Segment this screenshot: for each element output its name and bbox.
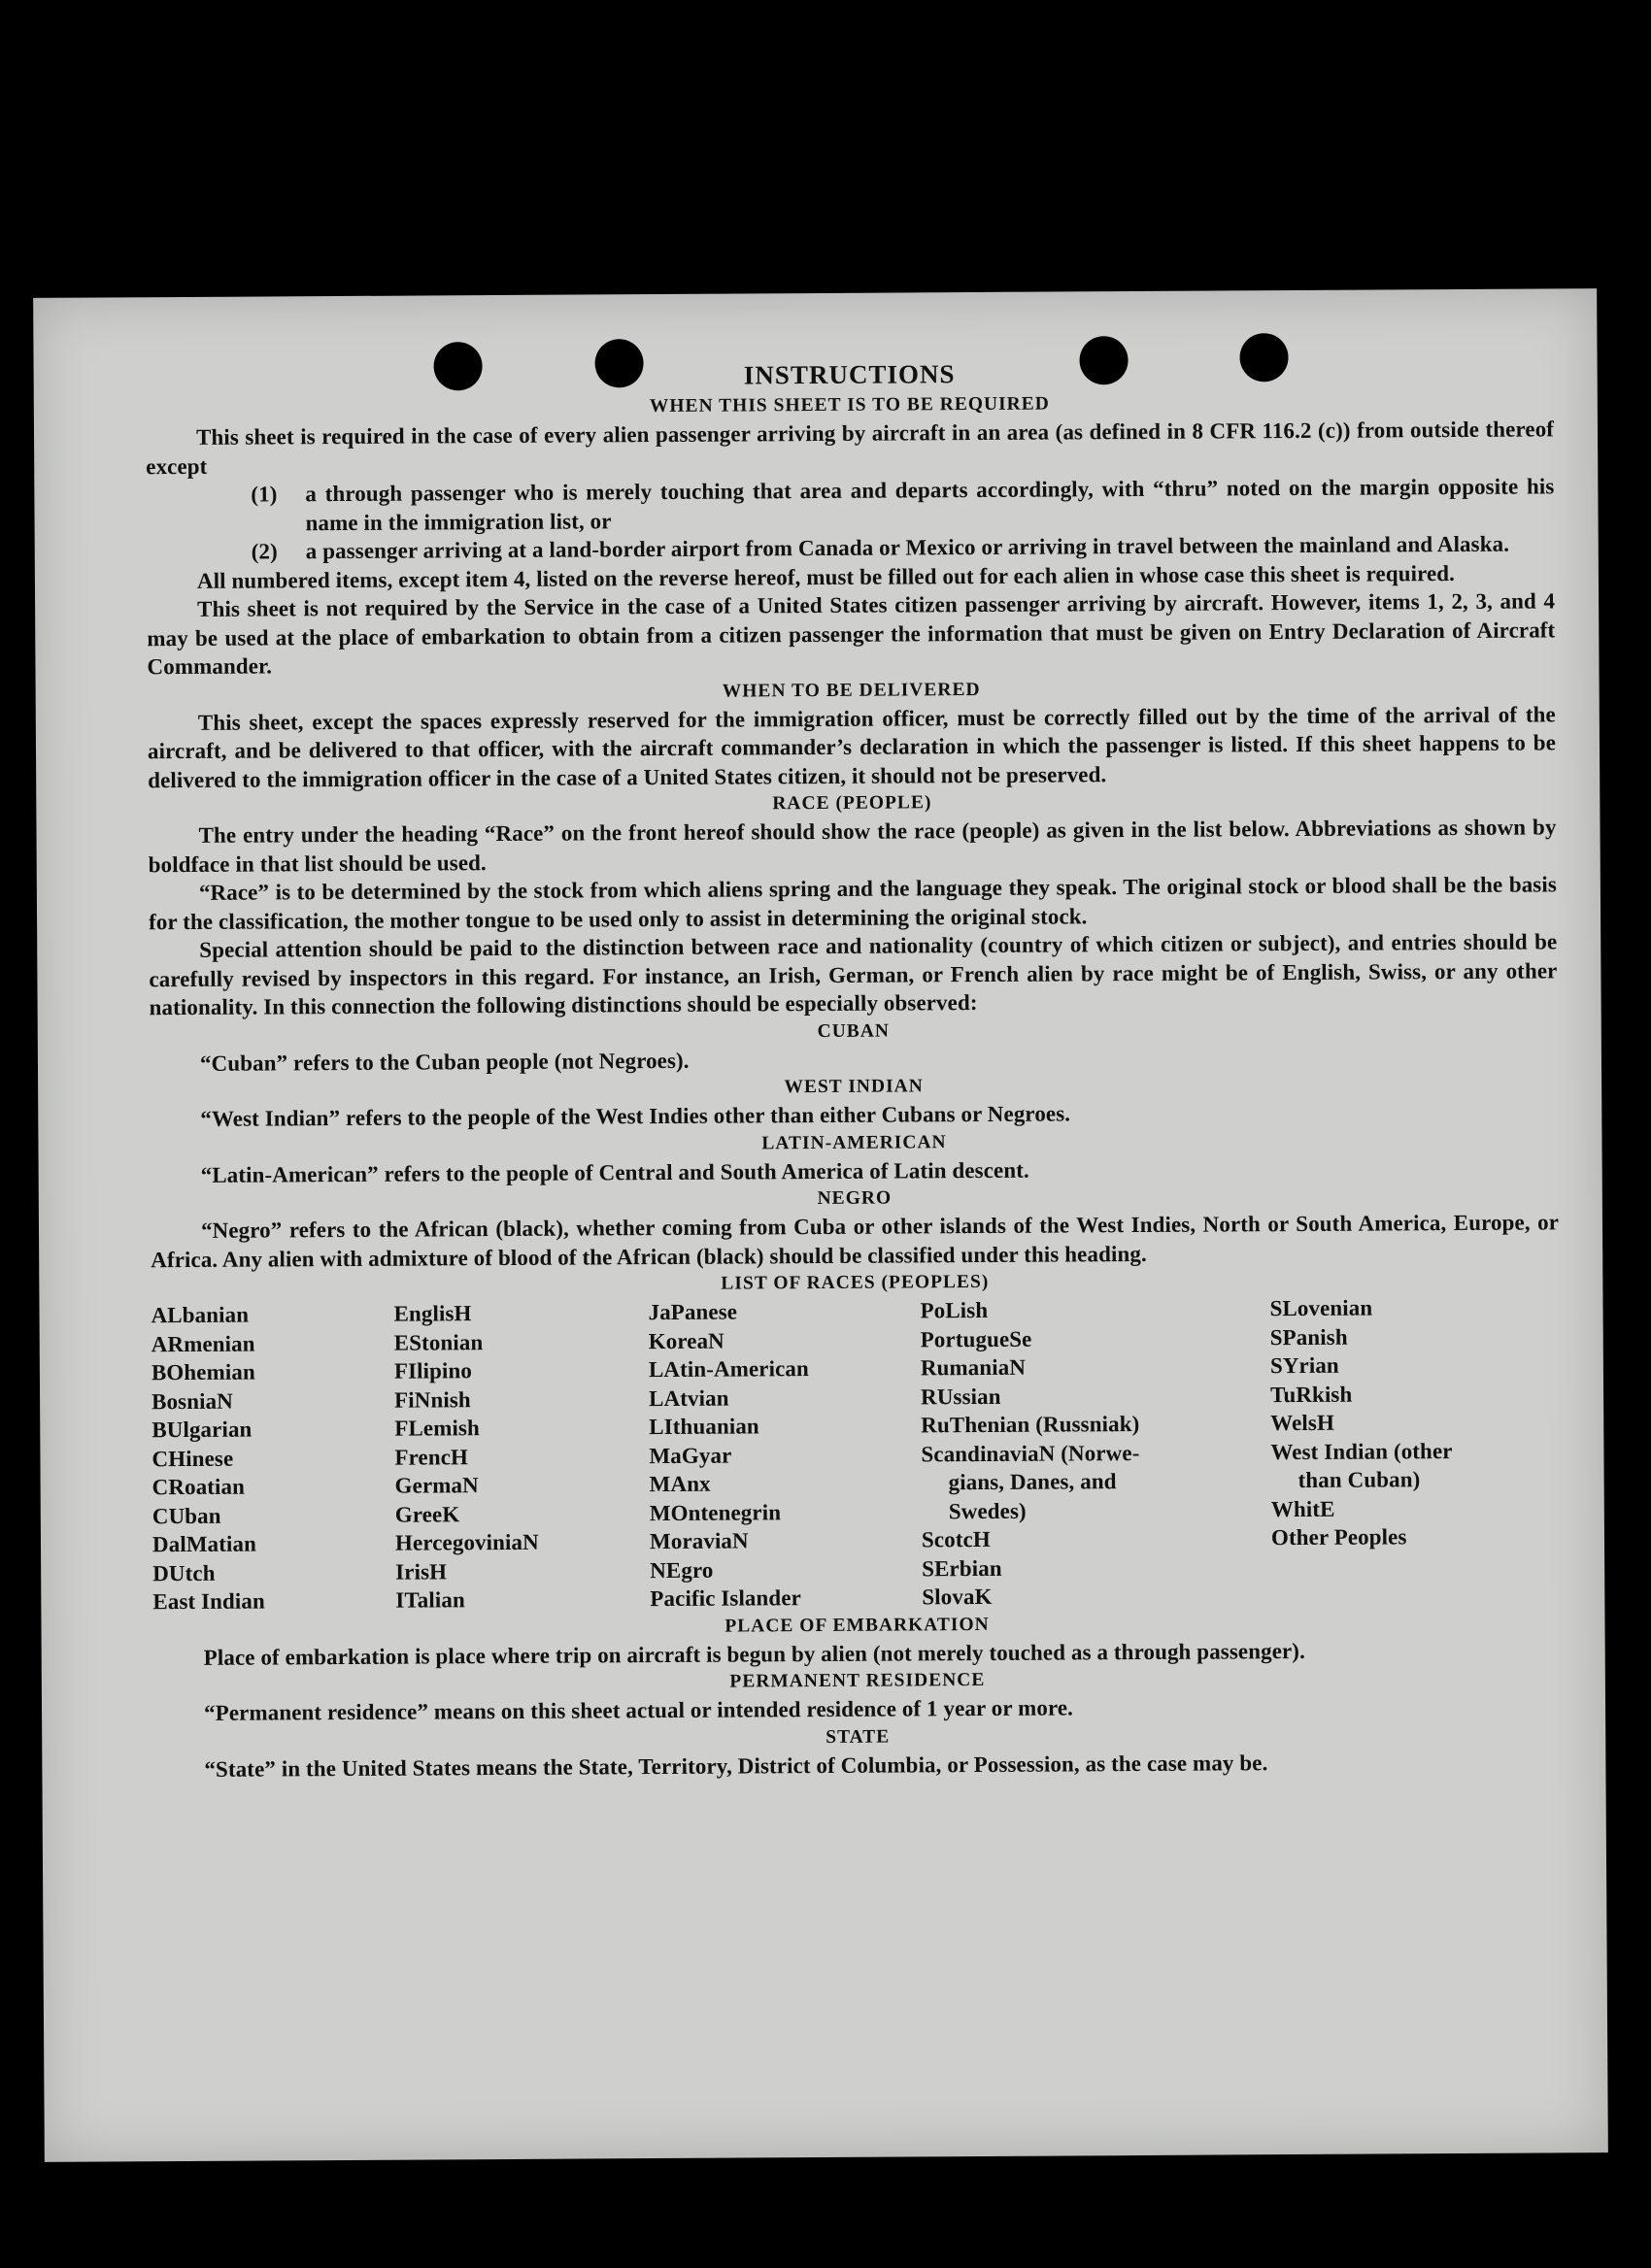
race-entry: MaGyar [649,1443,732,1468]
race-entry: EStonian [393,1329,484,1355]
race-entry: IrisH [395,1558,448,1584]
list-item [251,472,1554,537]
paragraph: This sheet is not required by the Service in the case of a United States citizen passenger arriving by aircraft. However, items 1, 2, 3, and 4 may be used at the place of embarkation to obtain from a citizen passenger the information that must be given on Entry Declaration of Aircraft Commander. [147,588,1556,680]
race-entry: NEgro [650,1557,714,1583]
document-sheet [33,288,1608,2162]
section-heading: LATIN-AMERICAN [761,1131,947,1153]
race-entry: CRoatian [152,1474,246,1500]
race-entry: MoraviaN [649,1528,749,1554]
race-entry: DUtch [152,1560,216,1585]
race-entry: West Indian (other [1270,1438,1453,1464]
races-column [393,1298,650,1615]
race-entry: GermaN [394,1473,479,1498]
paragraph: The entry under the heading “Race” on the front hereof should show the race (people) as given in the list below. Abbreviations as shown by boldface in that list should be used. [148,815,1557,877]
race-entry: FiNnish [394,1386,471,1413]
paragraph: “Cuban” refers to the Cuban people (not Negroes). [199,1048,690,1076]
section-heading: NEGRO [817,1187,893,1210]
race-entry: LAtvian [649,1385,729,1411]
race-entry: gians, Danes, and [948,1469,1117,1495]
section-heading: PLACE OF EMBARKATION [724,1614,990,1637]
paragraph: This sheet is required in the case of every alien passenger arriving by aircraft in an area (as defined in 8 CFR 116.2 (c)) from outside thereof except [146,417,1555,479]
race-entry: than Cuban) [1297,1467,1421,1493]
race-entry: BosniaN [152,1388,233,1414]
paragraph: “Permanent residence” means on this sheet actual or intended residence of 1 year or more. [203,1695,1074,1725]
item-number: (2) [251,539,278,564]
race-entry: TuRkish [1269,1382,1353,1407]
section-heading: LIST OF RACES (PEOPLES) [721,1271,990,1294]
section-heading: WEST INDIAN [784,1076,924,1098]
race-entry: SLovenian [1269,1295,1373,1321]
race-entry: GreeK [394,1501,460,1527]
page-title: INSTRUCTIONS [743,359,956,390]
race-entry: BOhemian [151,1359,255,1385]
item-number: (1) [251,482,278,507]
paragraph: “Race” is to be determined by the stock from which aliens spring and the language they speak. The original stock or blood shall be the basis for the classification, the mother tongue to be used only to assist in determining the original stock. [149,872,1557,934]
paragraph: All numbered items, except item 4, listed on the reverse hereof, must be filled out for each alien in whose case this sheet is required. [196,560,1456,593]
race-entry: EnglisH [393,1301,472,1326]
race-entry: RuThenian (Russniak) [921,1411,1140,1438]
race-entry: SlovaK [922,1584,993,1610]
paragraph: Place of embarkation is place where trip on aircraft is begun by alien (not merely touched as a through passenger). [203,1638,1305,1670]
race-entry: ALbanian [151,1302,250,1328]
race-entry: ScandinaviaN (Norwe- [921,1440,1140,1466]
race-entry: WhitE [1270,1496,1335,1521]
paragraph: “West Indian” refers to the people of the West Indies other than either Cubans or Negroes. [200,1101,1071,1131]
race-entry: PoLish [920,1297,989,1323]
races-list [151,1292,1561,1616]
race-entry: CHinese [152,1446,234,1471]
section-heading: CUBAN [817,1020,891,1042]
paragraph: “Negro” refers to the African (black), whether coming from Cuba or other islands of the West Indies, North or South America, Europe, or Africa. Any alien with admixture of blood of the African (black) should be classified under this heading. [151,1210,1560,1272]
race-entry: LIthuanian [649,1414,759,1440]
race-entry: SErbian [922,1555,1002,1581]
race-entry: WelsH [1270,1410,1334,1436]
race-entry: RUssian [921,1384,1001,1409]
section-heading: STATE [826,1726,891,1748]
section-heading: WHEN TO BE DELIVERED [722,679,981,702]
races-column [920,1294,1271,1612]
race-entry: RumaniaN [920,1354,1027,1381]
race-entry: MOntenegrin [649,1499,782,1525]
race-entry: Other Peoples [1270,1524,1407,1551]
paragraph: “State” in the United States means the State, Territory, District of Columbia, or Possession, as the case may be. [204,1750,1268,1782]
race-entry: Pacific Islander [650,1585,801,1612]
race-entry: ScotcH [921,1526,991,1552]
race-entry: ITalian [395,1587,465,1613]
race-entry: DalMatian [152,1531,257,1557]
section-heading: RACE (PEOPLE) [772,792,932,815]
race-entry: FLemish [394,1416,480,1441]
race-entry: HercegoviniaN [394,1529,539,1555]
race-entry: FrencH [394,1444,469,1470]
paragraph: Special attention should be paid to the distinction between race and nationality (country of which citizen or subject), and entries should be carefully revised by inspectors in this regard. For instance, an Irish, German, or French alien by race might be of English, Swiss, or any other nationality. In this connection the following distinctions should be especially observed: [149,929,1558,1020]
race-entry: PortugueSe [920,1326,1032,1351]
race-entry: ARmenian [151,1331,255,1356]
item-text: a through passenger who is merely touching that area and departs accordingly, with “thru” noted on the margin opposite his name in the immigration list, or [305,474,1555,535]
race-entry: SPanish [1269,1324,1348,1350]
race-entry: MAnx [649,1471,711,1497]
race-entry: CUban [152,1503,221,1528]
race-entry: East Indian [152,1588,265,1615]
paragraph: This sheet, except the spaces expressly reserved for the immigration officer, must be correctly filled out by the time of the arrival of the aircraft, and be delivered to that officer, with the aircraft commander’s declaration in which the passenger is listed. If this sheet happens to be delivered to the immigration officer in the case of a United States citizen, it should not be preserved. [147,701,1557,792]
section-heading: PERMANENT RESIDENCE [729,1669,986,1692]
paragraph: “Latin-American” refers to the people of Central and South America of Latin descent. [200,1157,1029,1187]
section-heading: WHEN THIS SHEET IS TO BE REQUIRED [649,393,1050,417]
races-column [151,1300,395,1617]
races-column [648,1296,922,1613]
race-entry: Swedes) [948,1498,1027,1523]
item-text: a passenger arriving at a land-border airport from Canada or Mexico or arriving in travel between the mainland and Alaska. [305,531,1510,564]
instructions-body [146,354,1563,1784]
race-entry: BUlgarian [152,1417,253,1443]
race-entry: SYrian [1269,1352,1339,1379]
races-column [1269,1293,1524,1610]
race-entry: FIlipino [393,1358,473,1384]
race-entry: JaPanese [648,1299,738,1325]
race-entry: KoreaN [648,1328,724,1353]
race-entry: LAtin-American [648,1356,809,1383]
